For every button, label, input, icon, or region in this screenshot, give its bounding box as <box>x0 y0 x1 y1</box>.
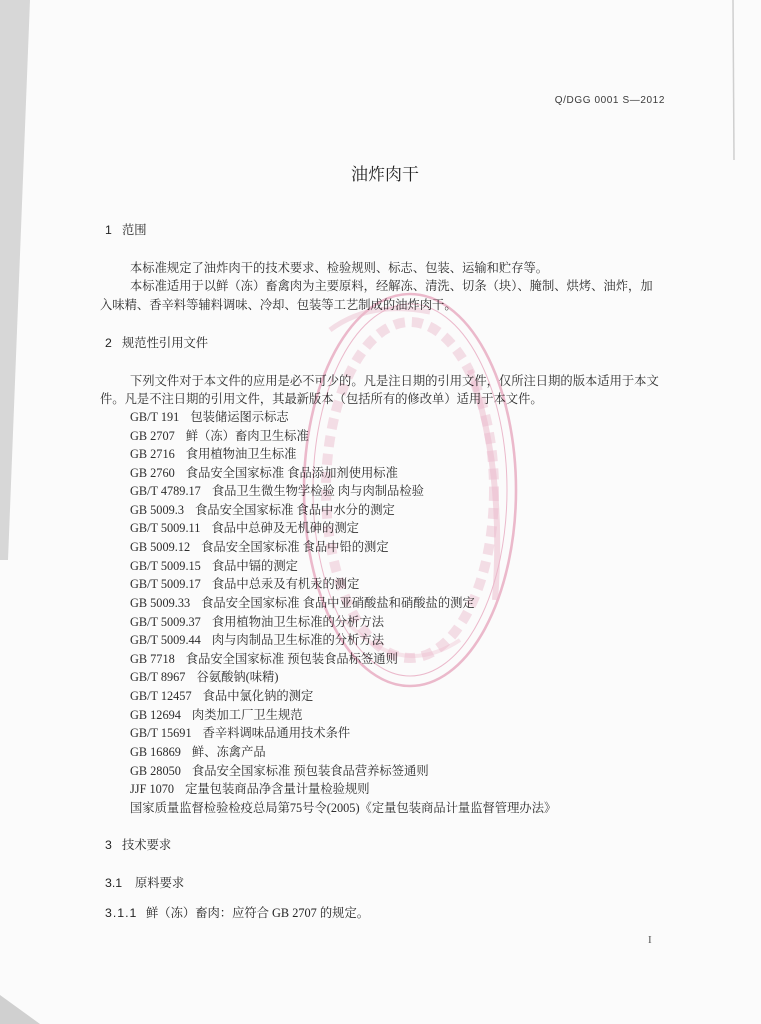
reference-title: 食品中镉的测定 <box>211 559 298 573</box>
clause-text: 鲜（冻）畜肉：应符合 GB 2707 的规定。 <box>146 906 370 920</box>
section-3-heading <box>105 837 171 853</box>
reference-item <box>130 502 395 518</box>
paragraph-line: 本标准适用于以鲜（冻）畜禽肉为主要原料，经解冻、清洗、切条（块）、腌制、烘烤、油炸，加 <box>130 279 653 293</box>
reference-item <box>130 707 303 723</box>
section-1-heading <box>105 222 147 238</box>
section-2-heading <box>105 335 208 351</box>
reference-item <box>130 744 266 760</box>
reference-title: 鲜（冻）畜肉卫生标准 <box>185 429 309 443</box>
paragraph-line: 入味精、香辛料等辅料调味、冷却、包装等工艺制成的油炸肉干。 <box>100 298 457 312</box>
reference-title: 包装储运图示标志 <box>190 410 289 424</box>
document-code: Q/DGG 0001 S—2012 <box>554 95 665 106</box>
reference-item <box>130 409 289 425</box>
reference-code: GB 16869 <box>130 745 181 759</box>
reference-code: GB/T 5009.37 <box>130 615 201 629</box>
reference-code: GB 5009.3 <box>130 503 184 517</box>
reference-code: GB 7718 <box>130 652 175 666</box>
reference-title: 肉与肉制品卫生标准的分析方法 <box>211 633 384 647</box>
reference-item <box>130 558 298 574</box>
reference-code: GB 28050 <box>130 764 181 778</box>
reference-title: 食用植物油卫生标准的分析方法 <box>211 615 384 629</box>
reference-title: 食品安全国家标准 食品中铅的测定 <box>201 540 389 554</box>
reference-code: GB/T 5009.17 <box>130 577 201 591</box>
reference-item <box>130 781 370 797</box>
reference-code: GB 12694 <box>130 708 181 722</box>
reference-item <box>130 520 359 536</box>
reference-item <box>130 576 359 592</box>
reference-code: GB/T 5009.15 <box>130 559 201 573</box>
scan-edge-right-line <box>733 0 734 160</box>
reference-code: GB/T 5009.11 <box>130 521 201 535</box>
reference-code: GB 2716 <box>130 447 175 461</box>
subsection-3-1-heading <box>105 875 184 891</box>
paragraph-line: 下列文件对于本文件的应用是必不可少的。凡是注日期的引用文件，仅所注日期的版本适用于本文 <box>130 374 659 388</box>
reference-code: GB/T 12457 <box>130 689 192 703</box>
reference-code: GB 2760 <box>130 466 175 480</box>
section-number: 2 <box>105 336 112 350</box>
reference-title: 食用植物油卫生标准 <box>185 447 297 461</box>
scan-edge-top-left <box>0 0 30 560</box>
reference-title: 谷氨酸钠(味精) <box>196 670 279 684</box>
reference-item <box>130 651 398 667</box>
paragraph-line: 本标准规定了油炸肉干的技术要求、检验规则、标志、包装、运输和贮存等。 <box>130 261 549 275</box>
reference-item <box>130 669 278 685</box>
reference-item <box>130 725 350 741</box>
reference-title: 鲜、冻禽产品 <box>191 745 266 759</box>
reference-title: 香辛料调味品通用技术条件 <box>202 726 351 740</box>
reference-code: GB/T 5009.44 <box>130 633 201 647</box>
reference-title: 食品卫生微生物学检验 肉与肉制品检验 <box>211 484 424 498</box>
section-number: 1 <box>105 223 112 237</box>
reference-code: GB/T 15691 <box>130 726 192 740</box>
reference-code: GB 2707 <box>130 429 175 443</box>
reference-title: 食品安全国家标准 食品中水分的测定 <box>194 503 395 517</box>
section-title: 范围 <box>122 223 147 237</box>
reference-item <box>130 428 309 444</box>
reference-item <box>130 483 424 499</box>
reference-item <box>130 539 389 555</box>
page-number: I <box>648 934 652 946</box>
subsection-number: 3.1 <box>105 876 123 890</box>
section-title: 技术要求 <box>122 838 172 852</box>
reference-code: JJF 1070 <box>130 782 175 796</box>
reference-item <box>130 465 398 481</box>
document-title: 油炸肉干 <box>351 165 419 184</box>
reference-title: 食品安全国家标准 食品中亚硝酸盐和硝酸盐的测定 <box>201 596 475 610</box>
reference-code: GB 5009.33 <box>130 596 191 610</box>
reference-code: GB/T 4789.17 <box>130 484 201 498</box>
reference-code: GB 5009.12 <box>130 540 191 554</box>
reference-item <box>130 595 475 611</box>
section-title: 规范性引用文件 <box>122 336 209 350</box>
reference-title: 食品中总汞及有机汞的测定 <box>211 577 360 591</box>
reference-title: 食品中总砷及无机砷的测定 <box>211 521 359 535</box>
clause-number: 3.1.1 <box>105 906 138 920</box>
reference-title: 食品安全国家标准 预包装食品营养标签通则 <box>191 764 429 778</box>
reference-code: GB/T 8967 <box>130 670 186 684</box>
paragraph-line: 件。凡是不注日期的引用文件，其最新版本（包括所有的修改单）适用于本文件。 <box>100 392 543 406</box>
reference-item <box>130 632 384 648</box>
reference-code: GB/T 191 <box>130 410 180 424</box>
reference-item <box>130 614 384 630</box>
reference-item <box>130 446 296 462</box>
reference-title: 食品中氯化钠的测定 <box>202 689 314 703</box>
reference-title: 肉类加工厂卫生规范 <box>191 708 303 722</box>
reference-title: 定量包装商品净含量计量检验规则 <box>185 782 370 796</box>
subsection-title: 原料要求 <box>135 876 185 890</box>
reference-item <box>130 688 313 704</box>
scan-edge-bottom-left <box>0 995 40 1024</box>
reference-regulation: 国家质量监督检验检疫总局第75号令(2005)《定量包装商品计量监督管理办法》 <box>130 801 557 815</box>
reference-title: 食品安全国家标准 预包装食品标签通则 <box>185 652 398 666</box>
section-number: 3 <box>105 838 112 852</box>
clause-3-1-1 <box>105 905 369 921</box>
reference-item <box>130 763 429 779</box>
reference-title: 食品安全国家标准 食品添加剂使用标准 <box>185 466 398 480</box>
